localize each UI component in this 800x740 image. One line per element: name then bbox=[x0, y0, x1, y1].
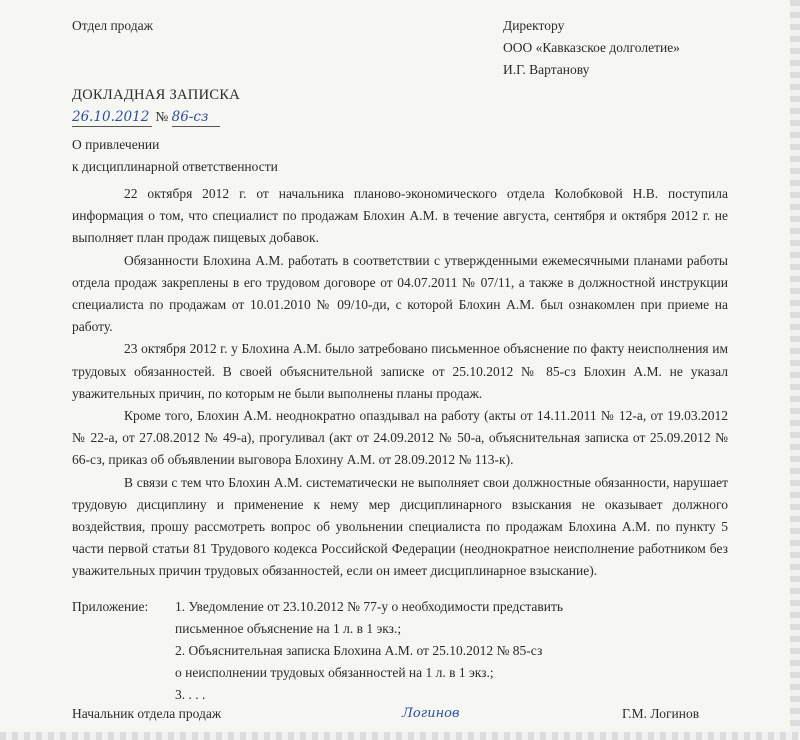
document-title: ДОКЛАДНАЯ ЗАПИСКА bbox=[72, 87, 241, 103]
attachment-line: 3. . . . bbox=[175, 687, 206, 702]
addressee-line-2: ООО «Кавказское долголетие» bbox=[503, 40, 680, 55]
torn-edge-right bbox=[790, 0, 800, 740]
body-paragraph: 23 октября 2012 г. у Блохина А.М. было затребовано письменное объяснение по факту неисполнения им трудовых обязанностей. В своей объяснительной записке от 25.10.2012 № 85-сз Блохин А.М. не указал уважительных причин, по которым не были выполнены планы продаж. bbox=[72, 341, 728, 401]
torn-edge-bottom bbox=[0, 732, 800, 740]
addressee-line-3: И.Г. Вартанову bbox=[503, 62, 590, 77]
document-number: 86-сз bbox=[171, 109, 209, 125]
signer-name: Г.М. Логинов bbox=[622, 706, 700, 721]
attachment-line: письменное объяснение на 1 л. в 1 экз.; bbox=[175, 621, 402, 636]
signer-position: Начальник отдела продаж bbox=[72, 706, 222, 721]
body-paragraph: Кроме того, Блохин А.М. неоднократно опаздывал на работу (акты от 14.11.2011 № 12-а, от 19.03.2012 № 22-а, от 27.08.2012 № 49-а), прогуливал (акт от 24.09.2012 № 50-а, объяснительная записка от 25.09.2012 № 66-сз, приказ об объявлении выговора Блохину А.М. от 28.09.2012 № 113-к). bbox=[72, 408, 728, 468]
body-paragraph: 22 октября 2012 г. от начальника планово-экономического отдела Колобковой Н.В. поступила информация о том, что специалист по продажам Блохин А.М. в течение августа, сентября и октября 2012 г. не выполняет план продаж пищевых добавок. bbox=[72, 186, 728, 246]
subject-line-1: О привлечении bbox=[72, 137, 160, 152]
addressee-line-1: Директору bbox=[503, 18, 565, 33]
attachments-label: Приложение: bbox=[72, 599, 149, 614]
subject-line-2: к дисциплинарной ответственности bbox=[72, 159, 278, 174]
attachment-line: 1. Уведомление от 23.10.2012 № 77-у о необходимости представить bbox=[175, 599, 564, 614]
body-paragraph: Обязанности Блохина А.М. работать в соответствии с утвержденными ежемесячными планами работы отдела продаж закреплены в его трудовом договоре от 04.07.2011 № 07/11, а также в должностной инструкции специалиста по продажам от 10.01.2010 № 09/10-ди, с которой Блохин А.М. был ознакомлен при приеме на работу. bbox=[72, 252, 728, 335]
signature: Логинов bbox=[402, 706, 460, 721]
attachment-line: 2. Объяснительная записка Блохина А.М. от 25.10.2012 № 85-сз bbox=[175, 643, 543, 658]
attachment-line: о неисполнении трудовых обязанностей на 1 л. в 1 экз.; bbox=[175, 665, 494, 680]
number-sign: № bbox=[155, 109, 169, 124]
document-body bbox=[72, 183, 728, 583]
body-paragraph: В связи с тем что Блохин А.М. систематически не выполняет свои должностные обязанности, нарушает трудовую дисциплину и применение к нему мер дисциплинарного взыскания не оказывает должного воздействия, прошу рассмотреть вопрос об увольнении специалиста по продажам Блохина А.М. по пункту 5 части первой статьи 81 Трудового кодекса Российской Федерации (неоднократное неисполнение работником без уважительных причин трудовых обязанностей, если он имеет дисциплинарное взыскание). bbox=[72, 474, 728, 579]
sender-department: Отдел продаж bbox=[72, 18, 153, 33]
document-date: 26.10.2012 bbox=[72, 109, 150, 125]
document-number-line bbox=[72, 108, 220, 127]
